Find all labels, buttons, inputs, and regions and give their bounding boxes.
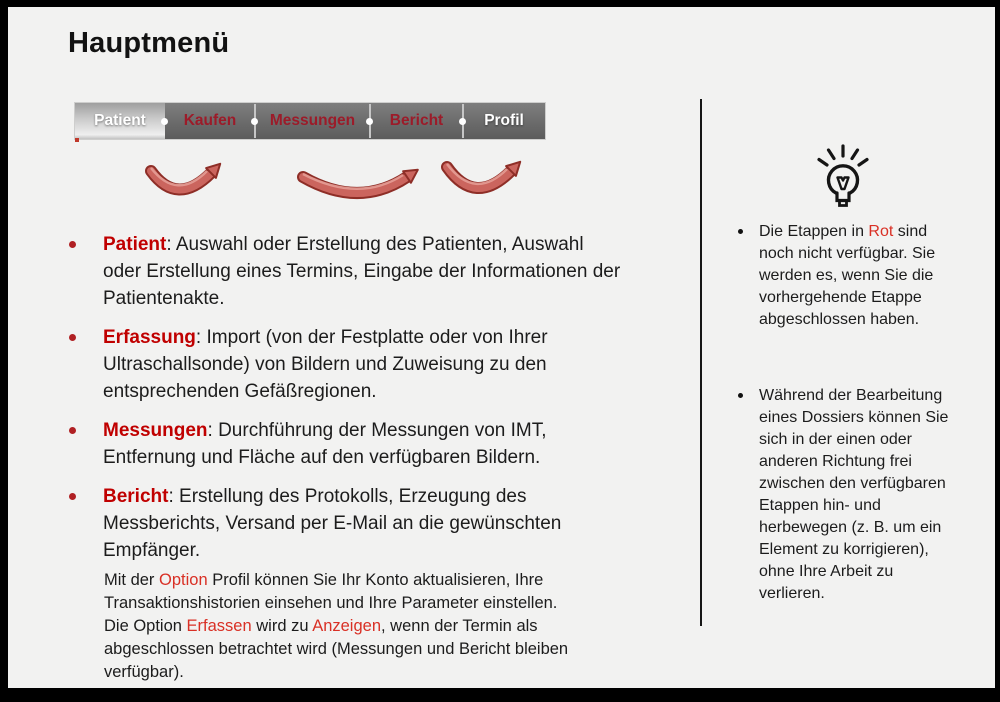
bullet-bericht — [60, 483, 690, 564]
note-line: abgeschlossen betrachtet wird (Messungen und Bericht bleiben — [104, 640, 569, 658]
note-text: , wenn der Termin als — [381, 617, 538, 635]
tip-text: Die Etappen in — [759, 223, 869, 240]
bullet-patient — [60, 231, 690, 312]
bullet-text-line: Messberichts, Versand per E-Mail an die gewünschten — [103, 513, 562, 534]
curved-arrow-icon-2 — [303, 170, 418, 193]
slide-page — [8, 7, 995, 688]
tip-line: Während der Bearbeitung — [759, 387, 943, 404]
note-text: wird zu — [251, 617, 313, 635]
tip-item-free-navigation — [722, 385, 978, 605]
bullet-text: : Auswahl oder Erstellung des Patienten, Auswahl — [166, 234, 584, 255]
bullet-text-line: Empfänger. — [103, 540, 201, 561]
note-line — [104, 615, 684, 638]
tip-line — [759, 221, 978, 243]
bullet-text: : Import (von der Festplatte oder von Ihrer — [195, 327, 548, 348]
bullet-messungen — [60, 417, 690, 471]
tip-line: anderen Richtung frei — [759, 453, 912, 470]
tip-line: zwischen den verfügbaren — [759, 475, 946, 492]
note-text: Profil können Sie Ihr Konto aktualisieren, Ihre — [207, 571, 544, 589]
bullet-text-line: Entfernung und Fläche auf den verfügbaren Bildern. — [103, 447, 541, 468]
profile-note — [104, 569, 684, 684]
tab-profil[interactable]: Profil — [463, 103, 545, 139]
bullet-text-line: entsprechenden Gefäßregionen. — [103, 381, 377, 402]
curved-arrow-icon-1 — [151, 164, 220, 190]
tab-patient[interactable]: Patient — [75, 103, 165, 139]
note-line: verfügbar). — [104, 663, 184, 681]
note-highlight: Erfassen — [186, 617, 252, 635]
tab-messungen[interactable]: Messungen — [255, 103, 370, 139]
note-highlight: Option — [159, 571, 208, 589]
menu-descriptions-list — [60, 231, 690, 576]
bullet-text-line: Patientenakte. — [103, 288, 225, 309]
note-highlight: Anzeigen — [312, 617, 382, 635]
bullet-erfassung — [60, 324, 690, 405]
curved-arrows-icon — [133, 153, 533, 207]
tip-line: Etappen hin- und — [759, 497, 881, 514]
bullet-text-line: Ultraschallsonde) von Bildern und Zuweisung zu den — [103, 354, 547, 375]
tip-line: abgeschlossen haben. — [759, 311, 920, 328]
tip-line: werden es, wenn Sie die — [759, 267, 934, 284]
main-menu-bar — [75, 103, 545, 139]
tip-line: verlieren. — [759, 585, 825, 602]
bullet-text-line: oder Erstellung eines Termins, Eingabe der Informationen der — [103, 261, 621, 282]
tab-bericht[interactable]: Bericht — [370, 103, 463, 139]
curved-arrow-icon-3 — [447, 162, 520, 188]
tip-highlight: Rot — [868, 223, 894, 240]
tip-line: noch nicht verfügbar. Sie — [759, 245, 936, 262]
tips-list — [722, 221, 978, 659]
note-text: Die Option — [104, 617, 187, 635]
tip-line: ohne Ihre Arbeit zu — [759, 563, 894, 580]
note-line: Transaktionshistorien einsehen und Ihre Parameter einstellen. — [104, 594, 558, 612]
tip-line: Element zu korrigieren), — [759, 541, 929, 558]
lightbulb-icon — [814, 138, 872, 212]
tip-line: vorhergehende Etappe — [759, 289, 922, 306]
tip-item-red-stages — [722, 221, 978, 331]
note-text: Mit der — [104, 571, 160, 589]
page-title: Hauptmenü — [68, 27, 230, 59]
bullet-text: : Durchführung der Messungen von IMT, — [207, 420, 547, 441]
note-line — [104, 569, 684, 592]
tip-line: sich in der einen oder — [759, 431, 912, 448]
bullet-keyword: Erfassung — [103, 327, 196, 348]
column-divider — [700, 99, 702, 626]
bullet-keyword: Messungen — [103, 420, 208, 441]
tip-text: sind — [893, 223, 928, 240]
tip-line: herbewegen (z. B. um ein — [759, 519, 942, 536]
bullet-keyword: Bericht — [103, 486, 169, 507]
tab-kaufen[interactable]: Kaufen — [165, 103, 255, 139]
bullet-keyword: Patient — [103, 234, 167, 255]
menu-bar-artifact — [75, 138, 79, 142]
tip-line: eines Dossiers können Sie — [759, 409, 949, 426]
bullet-text: : Erstellung des Protokolls, Erzeugung des — [168, 486, 527, 507]
